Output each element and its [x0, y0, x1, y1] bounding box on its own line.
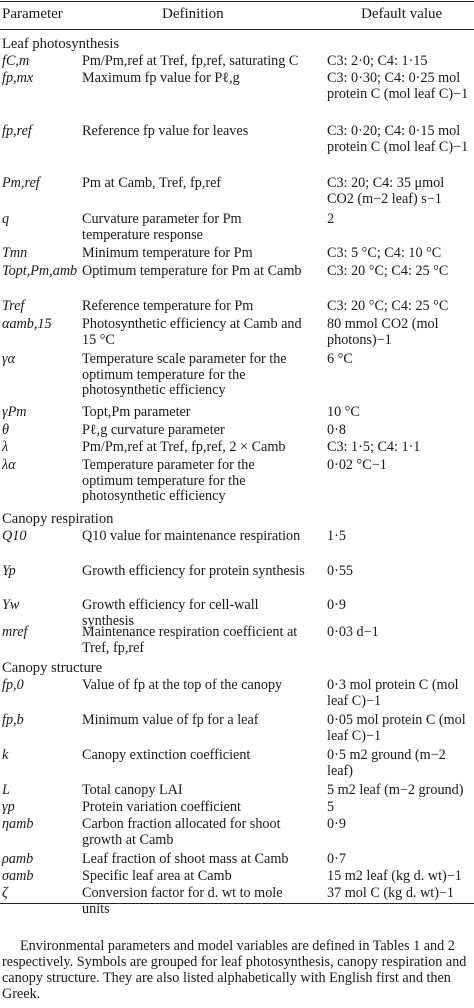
header-definition: Definition [162, 6, 224, 22]
value-cell: 0·02 °C−1 [327, 457, 387, 473]
symbol-cell: q [2, 211, 10, 227]
value-cell: 5 [327, 799, 335, 815]
definition-cell: Pm at Camb, Tref, fp,ref [82, 175, 222, 191]
symbol-cell: fp,0 [2, 677, 24, 693]
value-cell: C3: 20 °C; C4: 25 °C [327, 263, 449, 279]
definition-cell: Pm/Pm,ref at Tref, fp,ref, 2 × Camb [82, 439, 286, 455]
symbol-cell: γPm [2, 404, 27, 420]
symbol-cell: Topt,Pm,amb [2, 263, 78, 279]
symbol-cell: αamb,15 [2, 316, 52, 332]
definition-cell: Topt,Pm parameter [82, 404, 191, 420]
symbol-cell: θ [2, 422, 9, 438]
footnote-text: Environmental parameters and model variables are defined in Tables 1 and 2 respectively. Symbols are grouped for leaf photosynthesis, canopy respiration and canopy structure. They are also listed alphabetically with English first and then Greek. [2, 938, 467, 1002]
value-cell: 0·7 [327, 851, 346, 867]
symbol-cell: k [2, 747, 9, 763]
symbol-cell: Pm,ref [2, 175, 40, 191]
value-cell: 2 [327, 211, 335, 227]
value-cell: 80 mmol CO2 (mol photons)−1 [327, 316, 439, 348]
definition-cell: Temperature parameter for the optimum temperature for the photosynthetic efficiency [82, 457, 255, 505]
value-cell: C3: 5 °C; C4: 10 °C [327, 245, 442, 261]
definition-cell: Curvature parameter for Pm temperature response [82, 211, 242, 243]
definition-cell: Protein variation coefficient [82, 799, 241, 815]
definition-cell: Conversion factor for d. wt to mole units [82, 885, 283, 917]
value-cell: 5 m2 leaf (m−2 ground) [327, 782, 464, 798]
symbol-cell: fC,m [2, 53, 30, 69]
symbol-cell: λα [2, 457, 16, 473]
value-cell: C3: 2·0; C4: 1·15 [327, 53, 428, 69]
definition-cell: Photosynthetic efficiency at Camb and 15 °C [82, 316, 302, 348]
value-cell: 0·8 [327, 422, 346, 438]
value-cell: 0·03 d−1 [327, 624, 379, 640]
symbol-cell: ηamb [2, 816, 34, 832]
symbol-cell: L [2, 782, 10, 798]
symbol-cell: Yw [2, 597, 20, 613]
value-cell: 0·05 mol protein C (mol leaf C)−1 [327, 712, 466, 744]
value-cell: 0·9 [327, 816, 346, 832]
value-cell: 1·5 [327, 528, 346, 544]
symbol-cell: mref [2, 624, 28, 640]
value-cell: 10 °C [327, 404, 360, 420]
definition-cell: Specific leaf area at Camb [82, 868, 232, 884]
value-cell: C3: 20 °C; C4: 25 °C [327, 298, 449, 314]
symbol-cell: fp,mx [2, 70, 34, 86]
value-cell: C3: 1·5; C4: 1·1 [327, 439, 421, 455]
symbol-cell: Tref [2, 298, 25, 314]
definition-cell: Q10 value for maintenance respiration [82, 528, 301, 544]
value-cell: 0·9 [327, 597, 346, 613]
table-footnote [2, 938, 470, 1002]
header-default-value: Default value [361, 6, 443, 22]
header-rule [0, 29, 474, 30]
definition-cell: Pℓ,g curvature parameter [82, 422, 225, 438]
value-cell: C3: 20; C4: 35 μmol CO2 (m−2 leaf) s−1 [327, 175, 445, 207]
definition-cell: Minimum value of fp for a leaf [82, 712, 259, 728]
symbol-cell: γp [2, 799, 15, 815]
symbol-cell: fp,b [2, 712, 24, 728]
symbol-cell: ζ [2, 885, 8, 901]
group-title-leaf-photosynthesis: Leaf photosynthesis [2, 36, 120, 52]
definition-cell: Canopy extinction coefficient [82, 747, 251, 763]
definition-cell: Leaf fraction of shoot mass at Camb [82, 851, 289, 867]
definition-cell: Total canopy LAI [82, 782, 183, 798]
definition-cell: Growth efficiency for cell-wall synthesis [82, 597, 259, 629]
definition-cell: Growth efficiency for protein synthesis [82, 563, 305, 579]
symbol-cell: Yp [2, 563, 16, 579]
top-rule [0, 1, 474, 2]
definition-cell: Optimum temperature for Pm at Camb [82, 263, 302, 279]
definition-cell: Reference fp value for leaves [82, 123, 249, 139]
symbol-cell: σamb [2, 868, 34, 884]
value-cell: 6 °C [327, 351, 353, 367]
value-cell: 15 m2 leaf (kg d. wt)−1 [327, 868, 462, 884]
symbol-cell: ρamb [2, 851, 34, 867]
definition-cell: Maintenance respiration coefficient at Tref, fp,ref [82, 624, 298, 656]
symbol-cell: Q10 [2, 528, 27, 544]
definition-cell: Carbon fraction allocated for shoot growth at Camb [82, 816, 281, 848]
symbol-cell: λ [2, 439, 9, 455]
value-cell: 0·55 [327, 563, 354, 579]
group-title-canopy-respiration: Canopy respiration [2, 511, 114, 527]
definition-cell: Maximum fp value for Pℓ,g [82, 70, 240, 86]
value-cell: C3: 0·30; C4: 0·25 mol protein C (mol leaf C)−1 [327, 70, 469, 102]
value-cell: 37 mol C (kg d. wt)−1 [327, 885, 455, 901]
definition-cell: Minimum temperature for Pm [82, 245, 253, 261]
definition-cell: Pm/Pm,ref at Tref, fp,ref, saturating C [82, 53, 299, 69]
definition-cell: Reference temperature for Pm [82, 298, 254, 314]
value-cell: C3: 0·20; C4: 0·15 mol protein C (mol leaf C)−1 [327, 123, 469, 155]
group-title-canopy-structure: Canopy structure [2, 660, 103, 676]
definition-cell: Value of fp at the top of the canopy [82, 677, 283, 693]
symbol-cell: γα [2, 351, 16, 367]
definition-cell: Temperature scale parameter for the optimum temperature for the photosynthetic efficiency [82, 351, 287, 399]
header-parameter: Parameter [2, 6, 63, 22]
value-cell: 0·3 mol protein C (mol leaf C)−1 [327, 677, 459, 709]
value-cell: 0·5 m2 ground (m−2 leaf) [327, 747, 446, 779]
symbol-cell: fp,ref [2, 123, 32, 139]
symbol-cell: Tmn [2, 245, 28, 261]
